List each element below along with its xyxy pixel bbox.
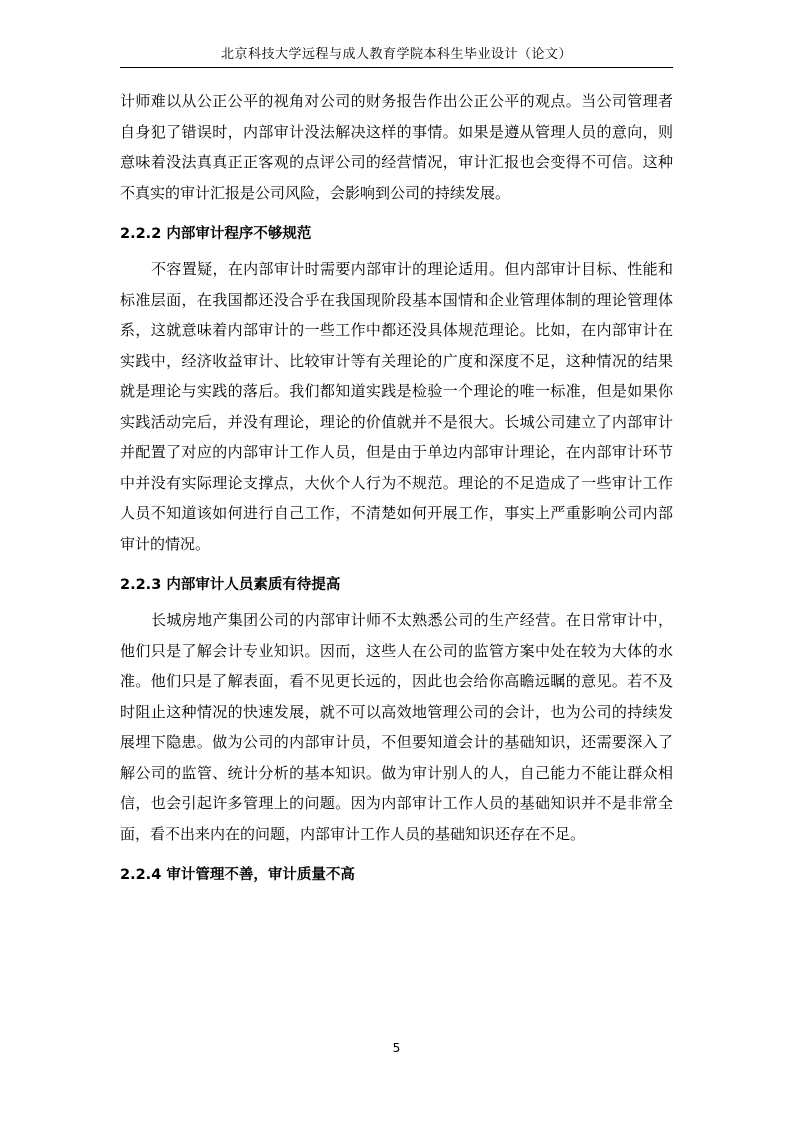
header-rule [120, 67, 673, 68]
section-paragraph-2-2-3: 长城房地产集团公司的内部审计师不太熟悉公司的生产经营。在日常审计中，他们只是了解会计专业知识。因而，这些人在公司的监管方案中处在较为大体的水准。他们只是了解表面，看不见更长远的，因此也会给你高瞻远瞩的意见。若不及时阻止这种情况的快速发展，就不可以高效地管理公司的会计，也为公司的持续发展埋下隐患。做为公司的内部审计员，不但要知道会计的基础知识，还需要深入了解公司的监管、统计分析的基本知识。做为审计别人的人，自己能力不能让群众相信，也会引起许多管理上的问题。因为内部审计工作人员的基础知识并不是非常全面，看不出来内在的问题，内部审计工作人员的基础知识还存在不足。 [120, 611, 673, 843]
document-body [120, 86, 673, 885]
page-number: 5 [392, 1041, 401, 1055]
section-heading-2-2-3: 2.2.3 内部审计人员素质有待提高 [120, 577, 341, 593]
intro-paragraph: 计师难以从公正公平的视角对公司的财务报告作出公正公平的观点。当公司管理者自身犯了错误时，内部审计没法解决这样的事情。如果是遵从管理人员的意向，则意味着没法真真正正客观的点评公司的经营情况，审计汇报也会变得不可信。这种不真实的审计汇报是公司风险，会影响到公司的持续发展。 [120, 92, 673, 202]
page-header: 北京科技大学远程与成人教育学院本科生毕业设计（论文） [220, 47, 572, 62]
section-paragraph-2-2-2: 不容置疑，在内部审计时需要内部审计的理论适用。但内部审计目标、性能和标准层面，在我国都还没合乎在我国现阶段基本国情和企业管理体制的理论管理体系，这就意味着内部审计的一些工作中都还没具体规范理论。比如，在内部审计在实践中，经济收益审计、比较审计等有关理论的广度和深度不足，这种情况的结果就是理论与实践的落后。我们都知道实践是检验一个理论的唯一标准，但是如果你实践活动完后，并没有理论，理论的价值就并不是很大。长城公司建立了内部审计并配置了对应的内部审计工作人员，但是由于单边内部审计理论，在内部审计环节中并没有实际理论支撑点，大伙个人行为不规范。理论的不足造成了一些审计工作人员不知道该如何进行自己工作，不清楚如何开展工作，事实上严重影响公司内部审计的情况。 [120, 260, 673, 553]
section-heading-2-2-2: 2.2.2 内部审计程序不够规范 [120, 226, 312, 242]
section-heading-2-2-4: 2.2.4 审计管理不善，审计质量不高 [120, 867, 355, 883]
